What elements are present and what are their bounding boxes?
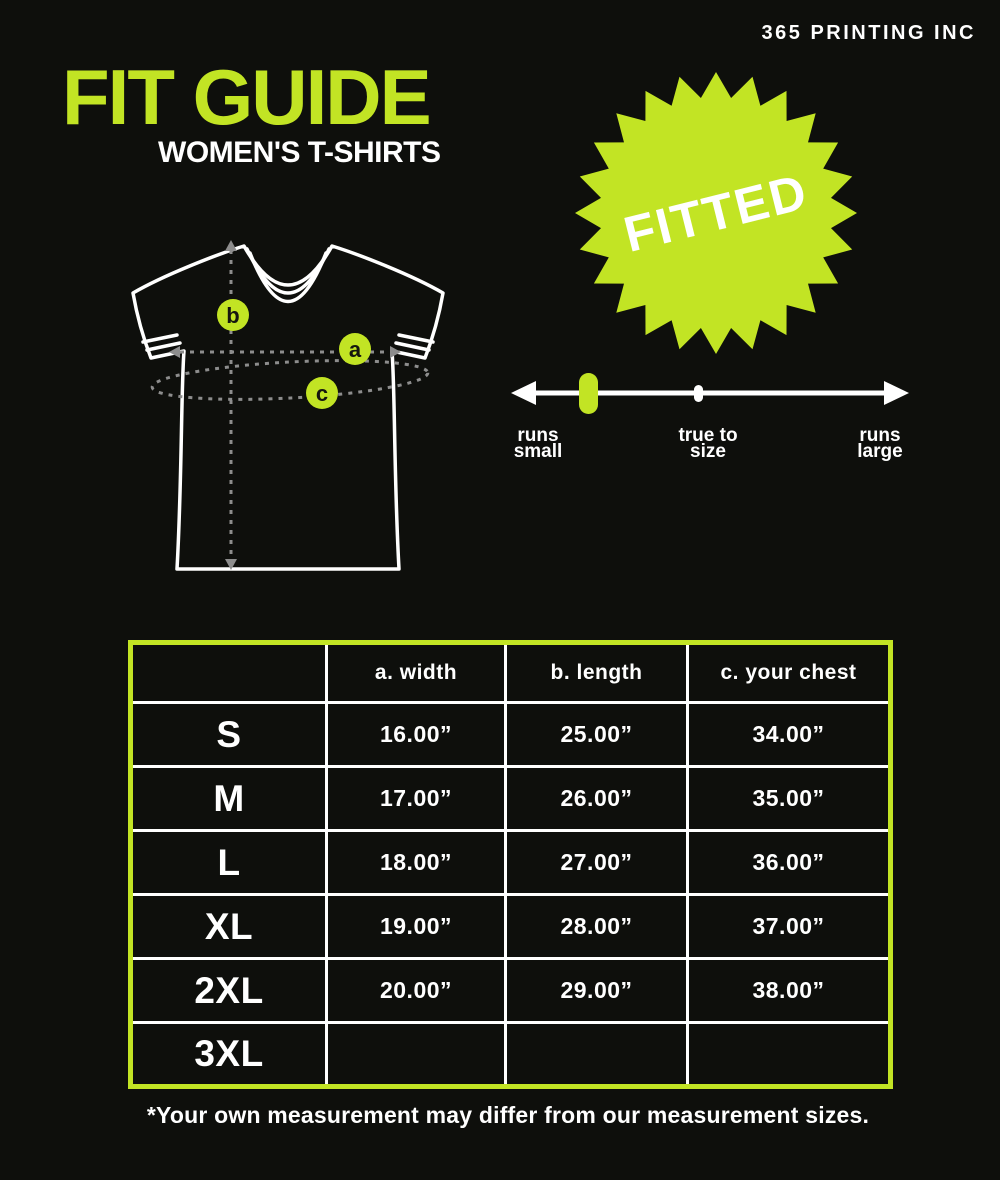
size-cell: M	[131, 767, 327, 831]
chest-cell: 34.00”	[688, 703, 891, 767]
length-cell: 28.00”	[506, 895, 688, 959]
fitted-badge	[571, 68, 861, 358]
header-cell-width: a. width	[327, 643, 506, 703]
width-cell: 18.00”	[327, 831, 506, 895]
marker-c	[306, 377, 338, 409]
chest-cell: 37.00”	[688, 895, 891, 959]
chest-dashed-ellipse	[151, 355, 429, 405]
chest-cell	[688, 1023, 891, 1087]
table-row	[131, 767, 891, 831]
size-cell: L	[131, 831, 327, 895]
marker-c-label: c	[315, 381, 329, 406]
size-table	[128, 640, 893, 1089]
page-subtitle: WOMEN'S T-SHIRTS	[158, 136, 441, 169]
brand-name: 365 PRINTING INC	[761, 22, 976, 44]
tshirt-measurement-diagram	[120, 230, 460, 575]
fit-scale-left-arrowhead	[511, 381, 536, 405]
length-cell: 29.00”	[506, 959, 688, 1023]
size-table-container	[128, 640, 888, 1089]
scale-label-runs-large: runs large	[857, 425, 903, 462]
table-row	[131, 703, 891, 767]
chest-cell: 36.00”	[688, 831, 891, 895]
table-row	[131, 1023, 891, 1087]
table-row	[131, 959, 891, 1023]
length-cell: 27.00”	[506, 831, 688, 895]
marker-a-label: a	[348, 337, 362, 362]
tshirt-outline	[133, 246, 443, 569]
size-cell: 3XL	[131, 1023, 327, 1087]
length-cell	[506, 1023, 688, 1087]
scale-label-runs-small: runs small	[513, 425, 563, 462]
marker-b-label: b	[226, 303, 240, 328]
measurement-disclaimer: *Your own measurement may differ from our measurement sizes.	[146, 1102, 870, 1128]
width-cell: 20.00”	[327, 959, 506, 1023]
size-table-header-row	[131, 643, 891, 703]
chest-cell: 35.00”	[688, 767, 891, 831]
page-title: FIT GUIDE	[62, 53, 430, 141]
size-cell: 2XL	[131, 959, 327, 1023]
marker-b	[217, 299, 249, 331]
chest-cell: 38.00”	[688, 959, 891, 1023]
size-cell: XL	[131, 895, 327, 959]
fit-scale-right-arrowhead	[884, 381, 909, 405]
header-cell-chest: c. your chest	[688, 643, 891, 703]
width-cell: 17.00”	[327, 767, 506, 831]
true-to-size-tick	[694, 385, 703, 402]
table-row	[131, 831, 891, 895]
fitted-badge-label: FITTED	[618, 163, 814, 263]
size-cell: S	[131, 703, 327, 767]
table-row	[131, 895, 891, 959]
fit-scale	[505, 368, 915, 424]
marker-a	[339, 333, 371, 365]
scale-label-true-to-size: true to size	[678, 425, 738, 462]
header-cell-length: b. length	[506, 643, 688, 703]
width-cell	[327, 1023, 506, 1087]
length-cell: 26.00”	[506, 767, 688, 831]
fit-position-marker	[579, 373, 598, 414]
dashed-line-arrowheads	[169, 240, 401, 570]
length-cell: 25.00”	[506, 703, 688, 767]
header-cell-empty	[131, 643, 327, 703]
width-cell: 19.00”	[327, 895, 506, 959]
width-cell: 16.00”	[327, 703, 506, 767]
measurement-dashed-lines	[151, 250, 429, 560]
